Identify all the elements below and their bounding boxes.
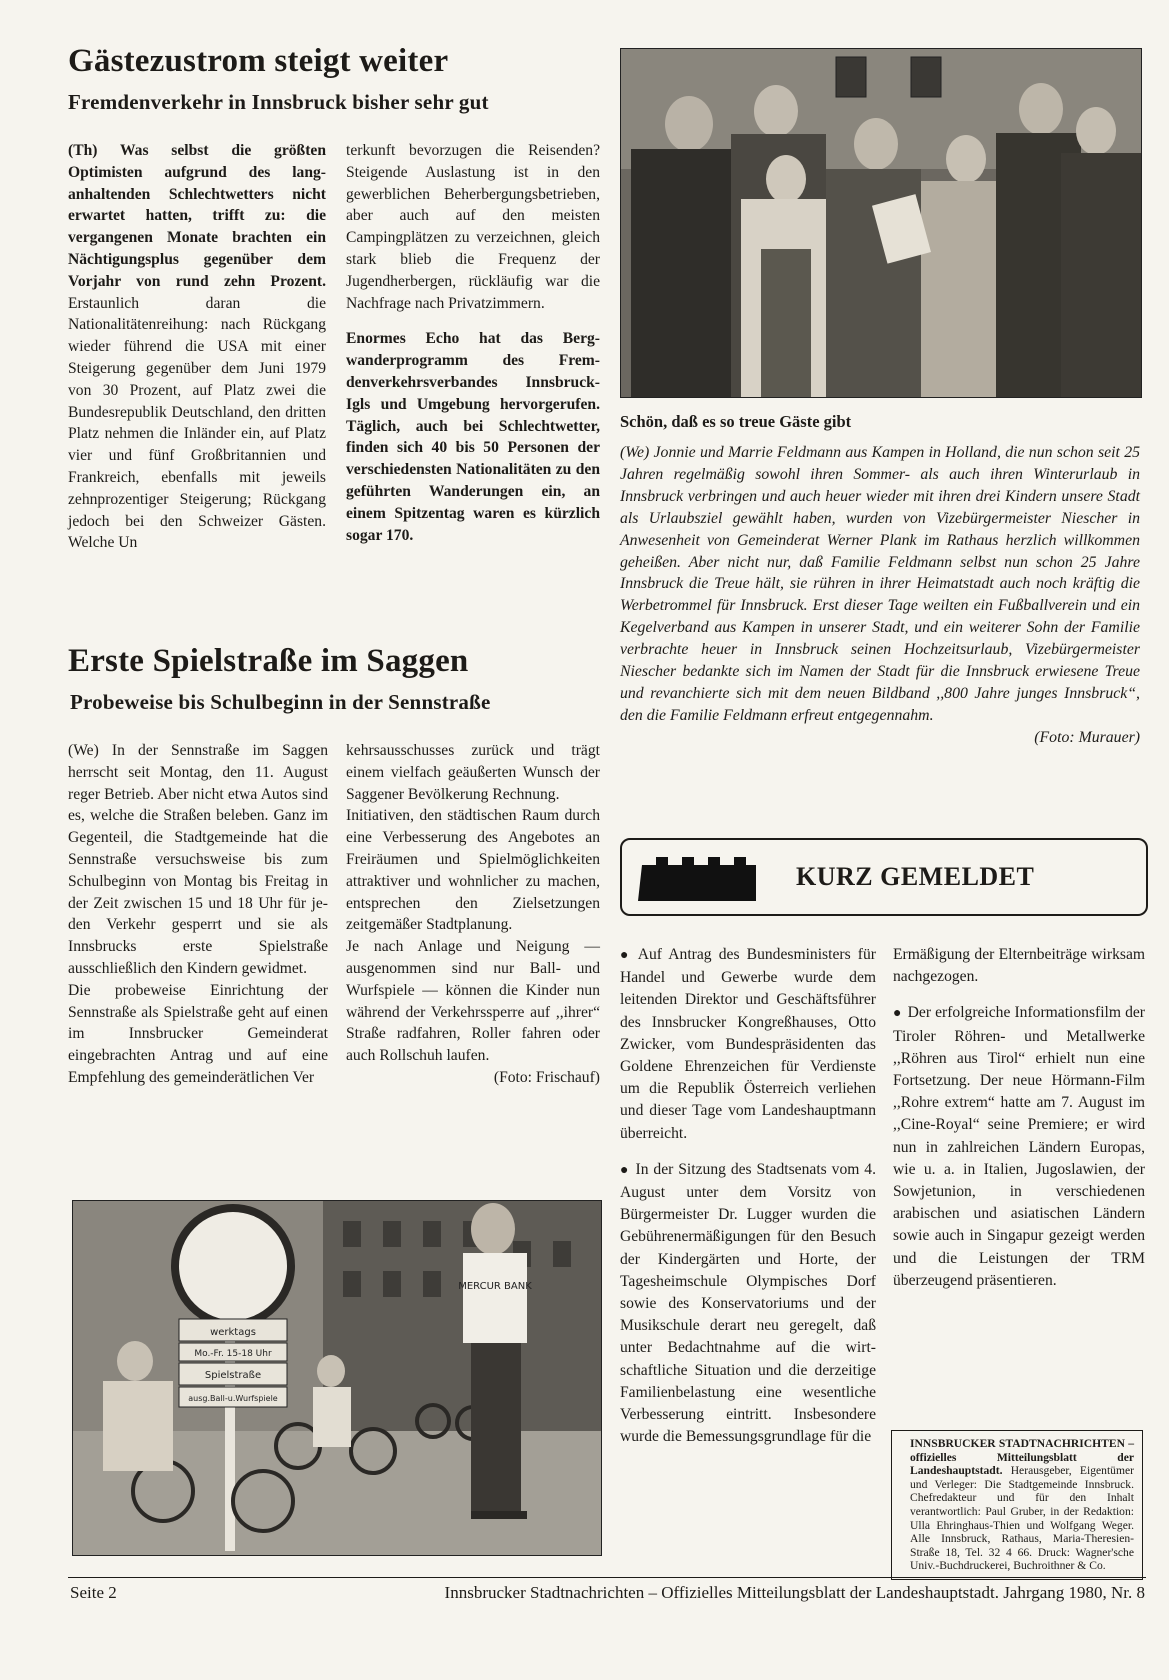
kurz-column-1 (620, 944, 876, 1448)
article1-subheadline: Fremdenverkehr in Innsbruck bisher sehr gut (68, 90, 489, 114)
kurz-logo-icon (638, 847, 768, 907)
article2-col2-p2: Initiativen, den städtischen Raum durch eine Verbesserung des Angebotes an Freiräumen und Spielmöglichkeiten attraktiver und wohnlicher zu machen, entsprechen den Zielsetzungen zeitgemäßer Stadtplanung. (346, 807, 600, 934)
kurz-item-3 (893, 1002, 1145, 1292)
article2-subheadline: Probeweise bis Schulbeginn in der Sennstraße (70, 690, 491, 714)
impressum-title: INNSBRUCKER STADTNACHRICHTEN – offizielles Mitteilungsblatt der Landeshauptstadt. (910, 1437, 1134, 1478)
kurz-column-2 (893, 944, 1145, 1292)
kurz-gemeldet-header (620, 838, 1148, 916)
article2-col2-p1: kehrsausschusses zurück und trägt einem vielfach geäußerten Wunsch der Saggener Bevölkerung Rechnung. (346, 742, 600, 803)
sign-line-1: werktags (210, 1327, 256, 1338)
article1-col2-bold: Enormes Echo hat das Bergwanderprogramm des Fremdenverkehrsverbandes Innsbruck-Igls und Umgebung hervorgerufen. Täglich, auch bei Schlechtwetter, finden sich 40 bis 50 Personen der verschiedensten Nationalitäten zu den geführten Wanderungen ein, an einem Spitzentag waren es kürzlich sogar 170. (346, 330, 600, 544)
photo-group-illustration (621, 49, 1141, 397)
article2-col2-p3: Je nach Anlage und Neigung — ausgenommen sind nur Ball- und Wurfspiele — können die Kinder nun während der Verkehrssperre auf ,,ihrer“ Straße radfahren, Roller fahren oder auch Rollschuh laufen. (346, 938, 600, 1065)
bullet-icon: ● (620, 1162, 630, 1178)
bullet-icon: ● (893, 1006, 902, 1022)
caption-credit: (Foto: Murauer) (1034, 728, 1140, 746)
impressum-text: Herausgeber, Eigentümer und Verleger: Die Stadtgemeinde Innsbruck. Chefredakteur und für den Inhalt verantwortlich: Paul Gruber, in der Redaktion: Ulla Ehringhaus-Thien und Wolfgang Weger. Alle Innsbruck, Rathaus, Maria-Theresien-Straße 18, Tel. 32 4 66. Druck: Wagner'sche Univ.-Buchdruckerei, Buchroithner & Co. (910, 1464, 1134, 1573)
footer-masthead: Innsbrucker Stadtnachrichten – Offizielles Mitteilungsblatt der Landeshauptstadt. Jahrgang 1980, Nr. 8 (444, 1583, 1145, 1602)
article1-headline: Gästezustrom steigt weiter (68, 43, 449, 79)
article2-col1-p1: (We) In der Sennstraße im Saggen herrscht seit Montag, den 11. August reger Betrieb. Aber nicht etwa Autos sind es, welche die Straßen beleben. Ganz im Gegenteil, die Stadtgemeinde hat die Sennstraße versuchsweise bis zum Schulbeginn von Montag bis Freitag in der Zeit zwischen 15 und 18 Uhr für jeden Verkehr gesperrt und sie als Innsbrucks erste Spielstraße ausschließlich den Kindern gewidmet. (68, 742, 328, 977)
kurz-item-2-text: In der Sitzung des Stadtsenats vom 4. August unter dem Vorsitz von Bürgermeister Dr. Lugger wurden die Gebührenermäßigungen für den Besuch der Kindergärten und Horte, der Tagesheimschule Olympisches Dorf sowie des Konservatoriums und der Musikschule derart neu geregelt, daß unter Bedachtnahme auf die wirtschaftliche Situation und die derzeitige Familienbelastung eine wesentliche Verbesserung eintritt. Insbesondere wurde die Bemessungsgrundlage für die (620, 1160, 876, 1446)
caption-block (620, 442, 1140, 749)
kurz-item-1-text: Auf Antrag des Bundesministers für Handel und Gewerbe wurde dem leitenden Direktor und Geschäftsführer des Innsbrucker Kongreßhauses, Otto Zwicker, vom Bundespräsidenten das Goldene Ehrenzeichen für Verdienste um die Republik Österreich verliehen und dieser Tage vom Landeshauptmann überreicht. (620, 946, 876, 1142)
article2-column-1 (68, 740, 328, 1089)
impressum-box (891, 1430, 1143, 1580)
footer-page-number: Seite 2 (70, 1583, 117, 1602)
photo-street-illustration (73, 1201, 601, 1555)
kurz-item-2-continued: Ermäßigung der Elternbeiträge wirksam nachgezogen. (893, 946, 1145, 986)
article1-column-2 (346, 140, 600, 546)
article1-col2-body: terkunft bevorzugen die Reisenden? Steigende Auslastung ist in den gewerblichen Beherbergungsbetrieben, aber auch auf den meisten Campingplätzen zu verzeichnen, gleich stark blieb die Frequenz der Jugendherbergen, rückläufig war die Nachfrage nach Privatzimmern. (346, 142, 600, 312)
kurz-title: KURZ GEMELDET (796, 862, 1035, 891)
caption-text: (We) Jonnie und Marrie Feldmann aus Kampen in Holland, die nun schon seit 25 Jahren regelmäßig sowohl ihren Sommer- als auch ihren Winterurlaub in Innsbruck verbringen und auch heuer wieder mit ihren drei Kindern unsere Stadt als Urlaubsziel gewählt haben, wurden von Vizebürgermeister Niescher in Anwesenheit von Gemeinderat Werner Plank im Rathaus herzlich willkommen geheißen. Aber nicht nur, daß Familie Feldmann selbst nun schon 25 Jahre Innsbruck die Treue hält, sie rühren in ihrer Heimatstadt auch noch kräftig die Werbetrommel für Innsbruck. Erst dieser Tage weilten ein Fußballverein und ein Kegelverband aus Kampen in unserer Stadt, und ein weiterer Sohn der Familie verbrachte heuer in Innsbruck seinen Hochzeitsurlaub, Vizebürgermeister Niescher bedankte sich im Namen der Stadt für die Innsbruck erwiesene Treue und revanchierte sich mit dem neuen Bildband ,,800 Jahre junges Innsbruck“, den die Familie Feldmann erfreut entgegennahm. (620, 444, 1140, 724)
sign-line-3: Spielstraße (204, 1370, 262, 1381)
kurz-item-1 (620, 944, 876, 1145)
article2-column-2 (346, 740, 600, 1089)
bullet-icon: ● (620, 948, 632, 963)
photo-feldmann-family (620, 48, 1142, 398)
article2-col1-p2: Die probeweise Einrichtung der Sennstraße als Spielstraße geht auf einen im Innsbrucker Gemeinderat eingebrachten Antrag und auf eine Empfehlung des gemeinderätlichen Ver (68, 981, 328, 1086)
photo-shirt-text: MERCUR BANK (458, 1281, 532, 1292)
sign-line-2: Mo.-Fr. 15-18 Uhr (194, 1349, 272, 1359)
article2-headline: Erste Spielstraße im Saggen (68, 643, 469, 679)
kurz-item-3-text: Der erfolgreiche Informationsfilm der Tiroler Röhren- und Metallwerke ,,Röhren aus Tirol“ erhielt nun eine Fortsetzung. Der neue Hörmann-Film ,,Rohre extrem“ hatte am 7. August im ,,Cine-Royal“ seine Premiere; er wird nun in zahlreichen Ländern Europas, wie u. a. in Italien, Jugoslawien, der Sowjetunion, in verschiedenen arabischen und asiatischen Ländern sowie auch in Singapur gezeigt werden und die Leistungen der TRM überzeugend präsentieren. (893, 1004, 1145, 1289)
article2-photo-credit: (Foto: Frischauf) (493, 1068, 600, 1086)
caption-title: Schön, daß es so treue Gäste gibt (620, 412, 852, 431)
sign-line-4: ausg.Ball-u.Wurfspiele (188, 1394, 278, 1403)
article1-column-1 (68, 140, 326, 554)
photo-spielstrasse (72, 1200, 602, 1556)
footer-rule (68, 1577, 1146, 1578)
article1-lead: (Th) Was selbst die größten Optimisten aufgrund des langanhaltenden Schlechtwetters nicht erwartet hatten, trifft zu: die vergangenen Monate brachten ein Nächtigungsplus gegenüber dem Vorjahr von rund zehn Prozent. (68, 142, 326, 290)
article1-col1-body: Erstaunlich daran die Nationalitätenreihung: nach Rückgang wieder führend die USA mit einer Steigerung gegenüber dem Juni 1979 von 30 Prozent, auf Platz zwei die Bundesrepublik Deutschland, den dritten Platz nehmen die Inländer ein, auf Platz vier und fünf Großbritannien und Frankreich, ebenfalls mit jeweils zehnprozentiger Steigerung; Rückgang jedoch bei den Schweizer Gästen. Welche Un (68, 294, 326, 552)
kurz-item-2 (620, 1159, 876, 1449)
